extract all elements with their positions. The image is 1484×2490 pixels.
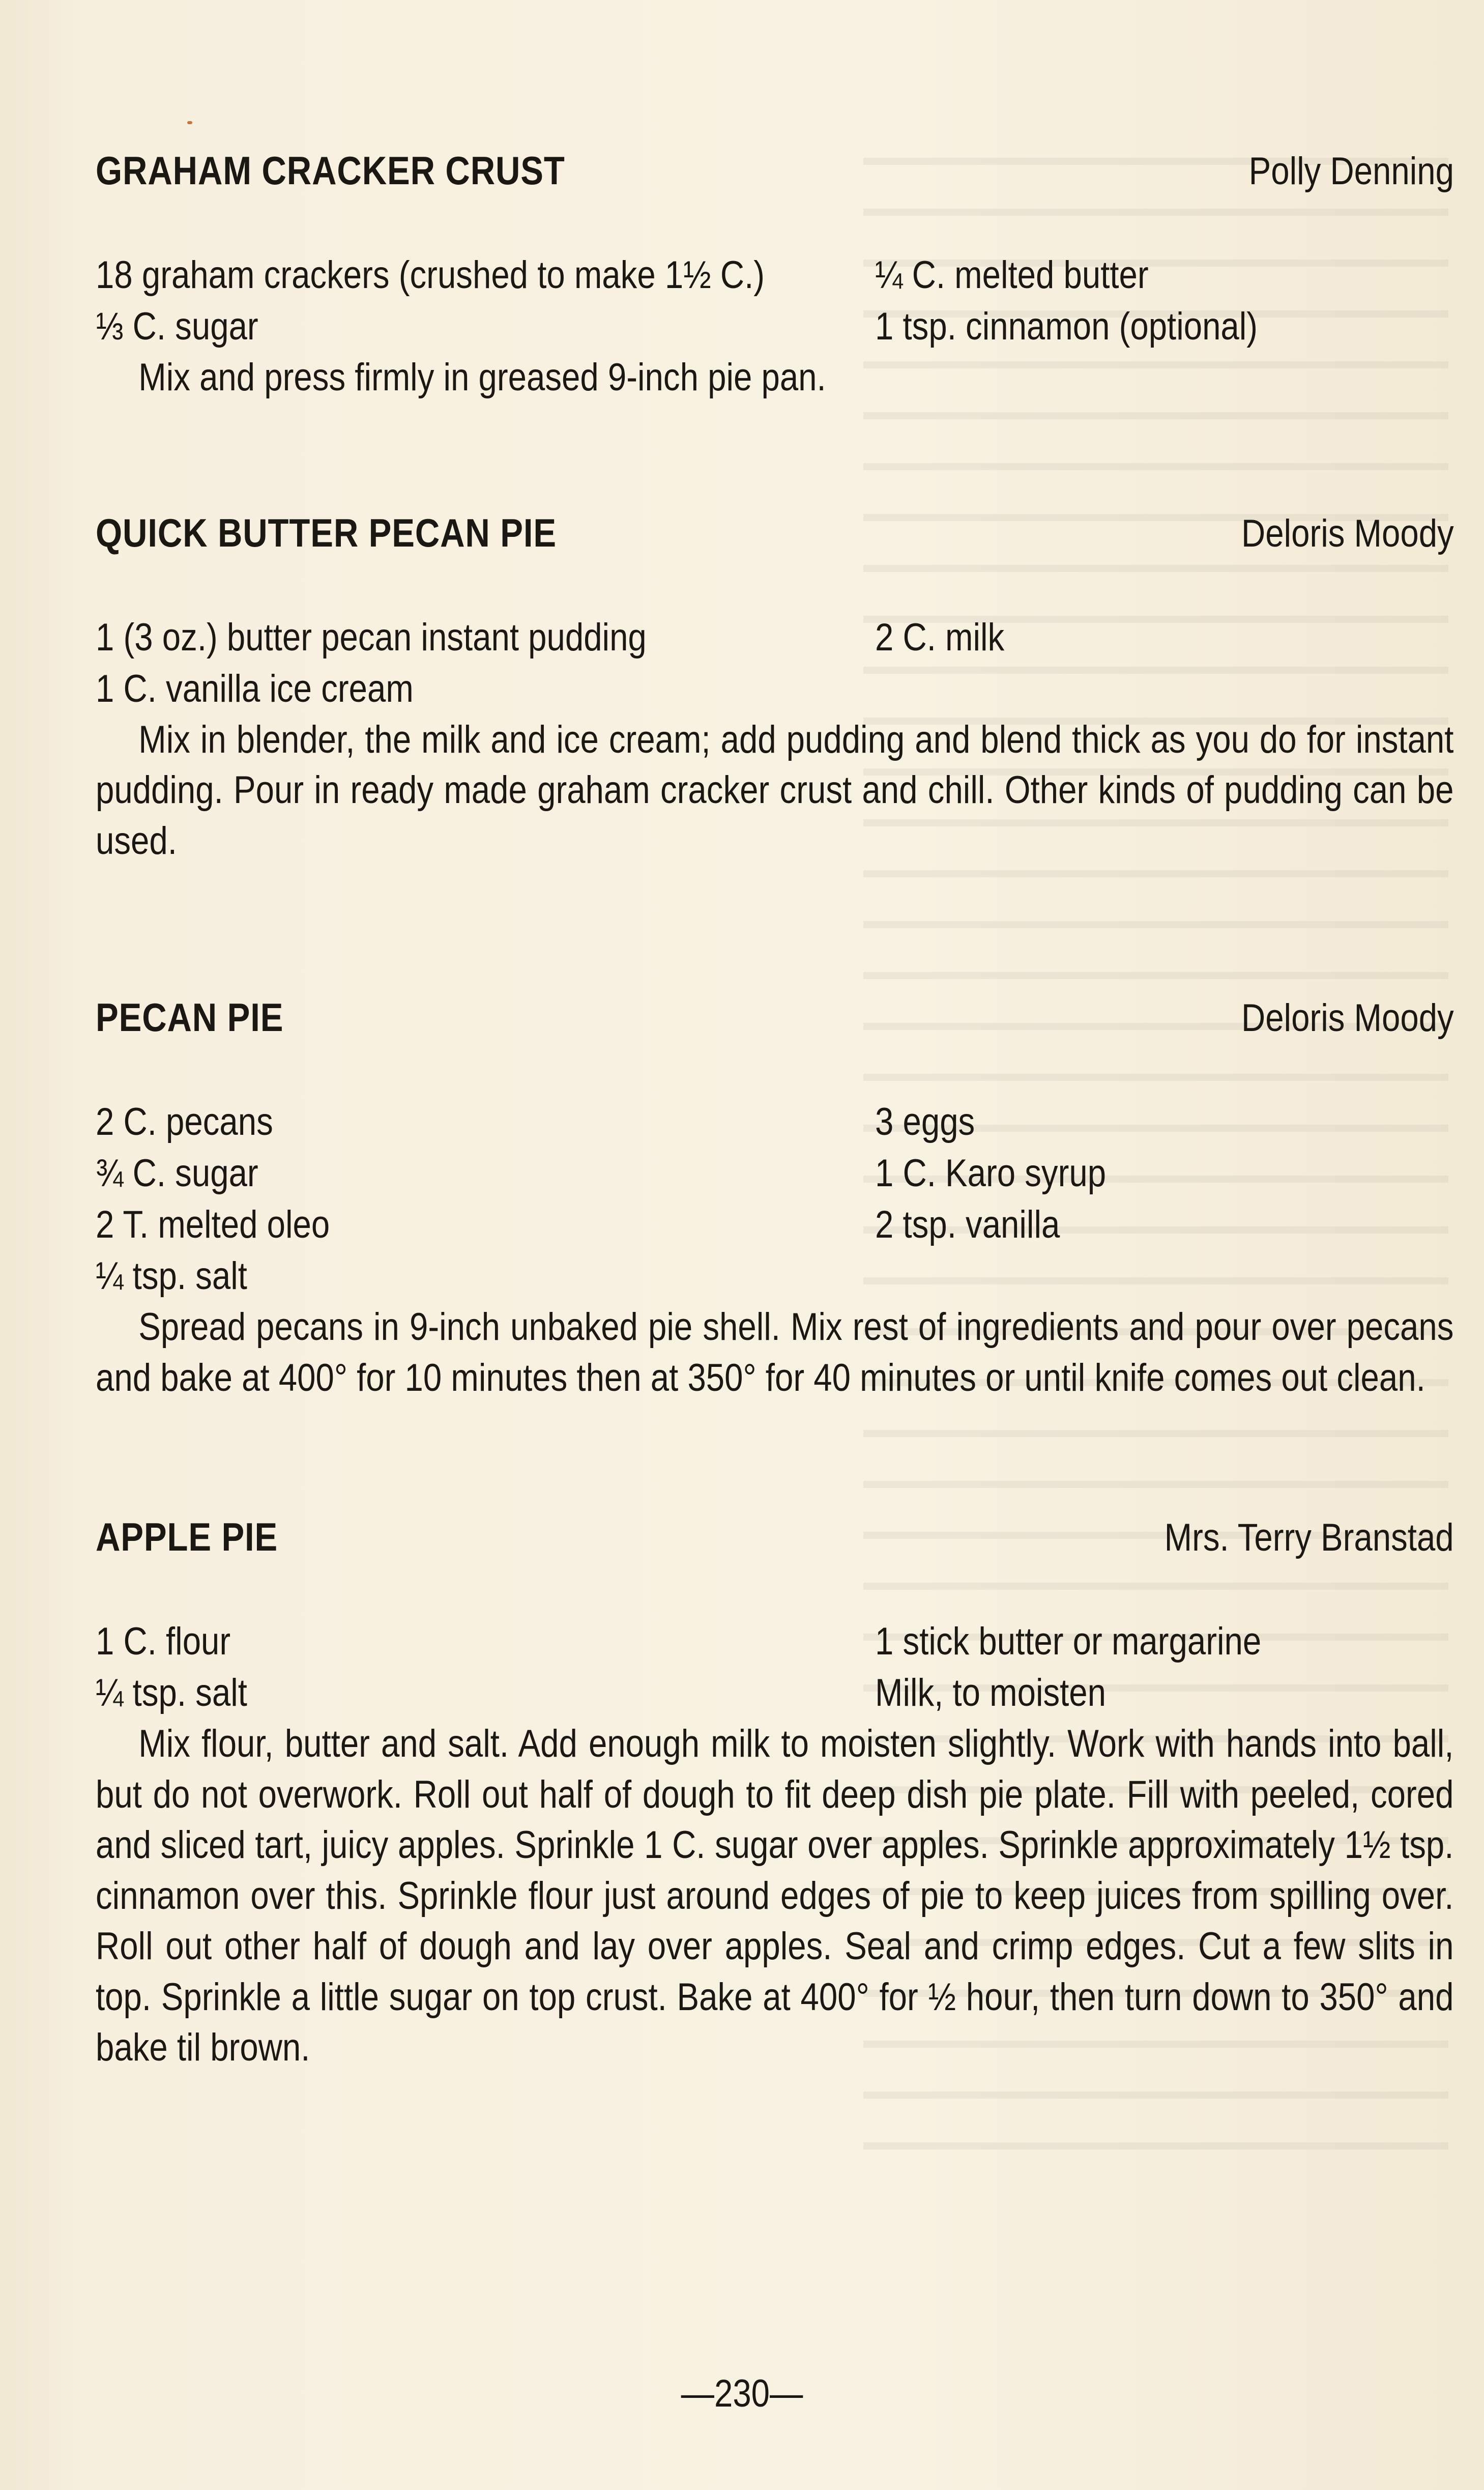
ingredient: 18 graham crackers (crushed to make 1½ C.) [96,253,765,297]
ingredient: 1 (3 oz.) butter pecan instant pudding [96,615,647,659]
ingredient: 3 eggs [875,1100,975,1143]
recipe-header [96,994,1454,1050]
paper-speck [187,121,192,124]
recipe-title: GRAHAM CRACKER CRUST [96,148,565,193]
ingredient-empty [875,663,1373,714]
ingredient: ¼ tsp. salt [96,1254,247,1298]
ingredient: ¼ tsp. salt [96,1671,247,1714]
recipe-title: PECAN PIE [96,995,284,1040]
recipe-pecan-pie [96,994,1454,1403]
recipe-title: QUICK BUTTER PECAN PIE [96,510,557,555]
recipe-instructions: Mix and press firmly in greased 9-inch pie pan. [138,356,826,399]
page-number: —230— [681,2372,803,2415]
ingredient-list [96,612,1454,714]
ingredient: ⅓ C. sugar [96,305,258,348]
ingredient: 1 tsp. cinnamon (optional) [875,305,1258,348]
recipe-header [96,148,1454,204]
recipe-instructions: Mix flour, butter and salt. Add enough milk to moisten slightly. Work with hands into ball, but do not overwork. Roll out half of dough to fit deep dish pie plate. Fill with peeled, cored and sliced tart, juicy apples. Sprinkle 1 C. sugar over apples. Sprinkle approximately 1½ tsp. cinnamon over this. Sprinkle flour just around edges of pie to keep juices from spilling over. Roll out other half of dough and lay over apples. Seal and crimp edges. Cut a few slits in top. Sprinkle a little sugar on top crust. Bake at 400° for ½ hour, then turn down to 350° and bake til brown. [96,1722,1454,2069]
ingredient: 2 tsp. vanilla [875,1203,1060,1246]
ingredient: 1 C. Karo syrup [875,1152,1107,1195]
recipe-author: Mrs. Terry Branstad [1164,1516,1454,1559]
recipe-apple-pie [96,1514,1454,2073]
recipe-title: APPLE PIE [96,1514,278,1559]
ingredient: 1 stick butter or margarine [875,1620,1262,1663]
ingredient: ¾ C. sugar [96,1152,258,1195]
ingredient: Milk, to moisten [875,1671,1107,1714]
recipe-author: Deloris Moody [1241,996,1454,1040]
recipe-author: Deloris Moody [1241,511,1454,555]
ingredient: 2 C. pecans [96,1100,273,1143]
recipe-quick-butter-pecan-pie [96,510,1454,867]
ingredient: 1 C. flour [96,1620,231,1663]
recipe-header [96,510,1454,566]
ingredient-empty [875,1250,1373,1302]
ingredient-list [96,1616,1454,1719]
ingredient: 2 C. milk [875,615,1005,659]
ingredient: 2 T. melted oleo [96,1203,330,1246]
ingredient: ¼ C. melted butter [875,253,1149,297]
ingredient-list [96,1096,1454,1302]
recipe-list [96,148,1454,2073]
ingredient-list [96,249,1454,352]
recipe-graham-cracker-crust [96,148,1454,403]
ingredient: 1 C. vanilla ice cream [96,667,414,710]
recipe-instructions: Spread pecans in 9-inch unbaked pie shell. Mix rest of ingredients and pour over pecans and bake at 400° for 10 minutes then at 350° for 40 minutes or until knife comes out clean. [96,1305,1454,1399]
recipe-header [96,1514,1454,1570]
recipe-instructions: Mix in blender, the milk and ice cream; add pudding and blend thick as you do for instant pudding. Pour in ready made graham cracker crust and chill. Other kinds of pudding can be used. [96,718,1454,863]
recipe-author: Polly Denning [1248,150,1454,193]
